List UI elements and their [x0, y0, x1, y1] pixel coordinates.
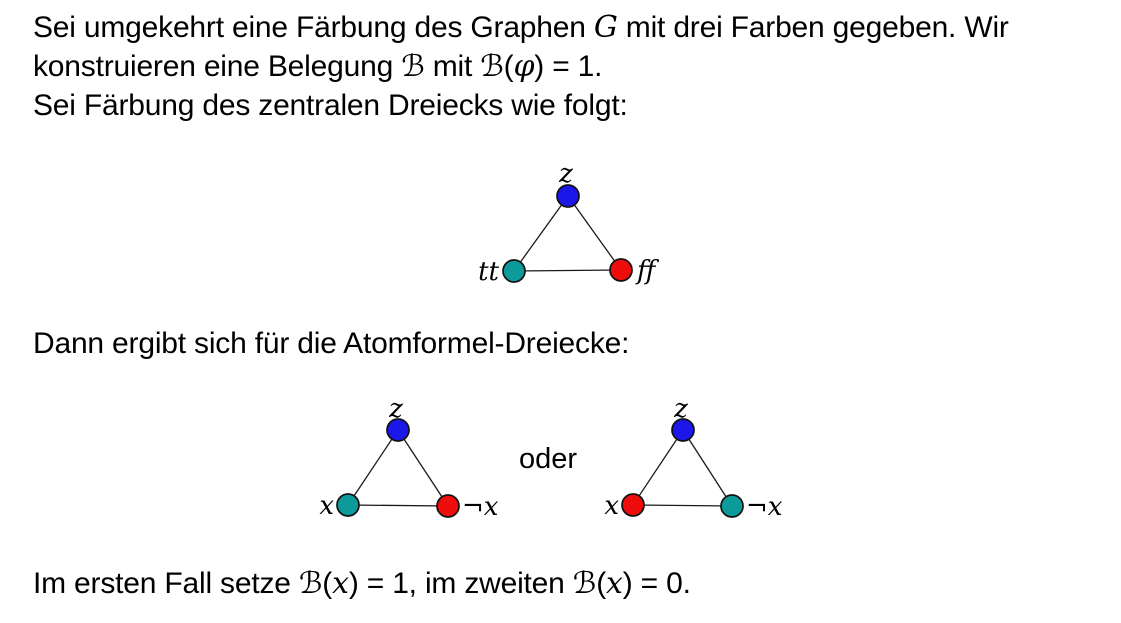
edge-top-left [348, 430, 398, 505]
edge-bottom [633, 505, 732, 506]
edge-bottom [514, 270, 621, 271]
edge-bottom [348, 505, 448, 506]
first-atom-triangle-diagram [285, 391, 515, 531]
edge-top-left [514, 196, 568, 271]
edge-top-right [398, 430, 448, 506]
intro-line-2: konstruieren eine Belegung ℬ mit ℬ(φ) = 1. [33, 49, 603, 84]
label-x: x [319, 491, 334, 521]
oder-label: oder [519, 443, 578, 475]
node-tt-teal [503, 260, 525, 282]
label-tt: tt [478, 257, 499, 287]
node-x-red [622, 494, 644, 516]
label-notx: ¬x [462, 492, 499, 522]
intro-line-3: Sei Färbung des zentralen Dreiecks wie folgt: [33, 89, 628, 122]
label-z: z [559, 159, 573, 189]
label-notx: ¬x [746, 492, 783, 522]
second-atom-triangle-diagram [570, 391, 800, 531]
label-z: z [674, 394, 688, 424]
node-notx-teal [721, 495, 743, 517]
label-z: z [389, 394, 403, 424]
central-triangle-diagram [440, 155, 700, 300]
edge-top-right [683, 430, 732, 506]
edge-top-left [633, 430, 683, 505]
label-x: x [604, 491, 619, 521]
node-ff-red [610, 259, 632, 281]
edge-top-right [568, 196, 621, 270]
atom-line: Dann ergibt sich für die Atomformel-Dreiecke: [33, 327, 630, 360]
node-x-teal [337, 494, 359, 516]
label-ff: ff [637, 256, 656, 286]
node-notx-red [437, 495, 459, 517]
intro-line-1: Sei umgekehrt eine Färbung des Graphen G mit drei Farben gegeben. Wir [33, 10, 1009, 45]
conclusion-line: Im ersten Fall setze ℬ(x) = 1, im zweiten ℬ(x) = 0. [33, 566, 691, 601]
